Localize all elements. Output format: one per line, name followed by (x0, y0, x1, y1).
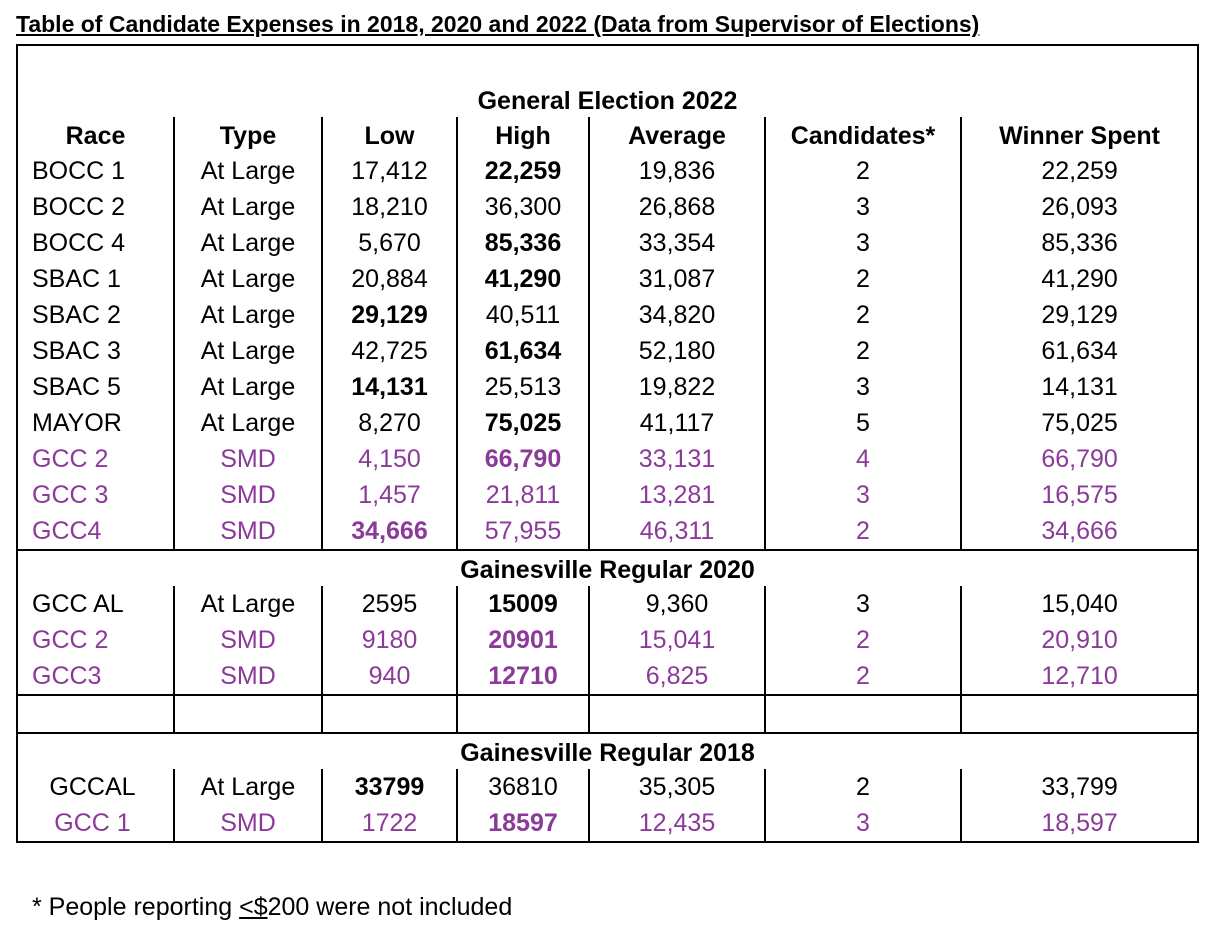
table-row (17, 586, 1198, 622)
column-header: High (457, 117, 589, 153)
cell-race: GCCAL (17, 769, 174, 805)
cell-winner: 75,025 (961, 405, 1198, 441)
cell-average: 34,820 (589, 297, 765, 333)
footnote-underlined: <$ (239, 893, 268, 921)
cell-winner: 41,290 (961, 261, 1198, 297)
cell-winner: 85,336 (961, 225, 1198, 261)
table-row (17, 405, 1198, 441)
cell-race: SBAC 1 (17, 261, 174, 297)
cell-candidates: 3 (765, 586, 961, 622)
cell-winner: 18,597 (961, 805, 1198, 842)
cell-high: 36,300 (457, 189, 589, 225)
cell-average: 6,825 (589, 658, 765, 695)
cell-low: 20,884 (322, 261, 457, 297)
cell-average: 19,822 (589, 369, 765, 405)
cell-winner: 26,093 (961, 189, 1198, 225)
cell-candidates: 3 (765, 805, 961, 842)
blank-cell (765, 695, 961, 733)
cell-race: SBAC 5 (17, 369, 174, 405)
cell-high: 12710 (457, 658, 589, 695)
cell-race: MAYOR (17, 405, 174, 441)
cell-type: At Large (174, 769, 322, 805)
cell-candidates: 2 (765, 769, 961, 805)
cell-race: BOCC 1 (17, 153, 174, 189)
cell-low: 17,412 (322, 153, 457, 189)
blank-cell (457, 695, 589, 733)
blank-cell (174, 695, 322, 733)
blank-cell (589, 695, 765, 733)
cell-type: At Large (174, 297, 322, 333)
cell-low: 9180 (322, 622, 457, 658)
cell-winner: 12,710 (961, 658, 1198, 695)
cell-race: GCC 2 (17, 441, 174, 477)
cell-winner: 66,790 (961, 441, 1198, 477)
cell-low: 34,666 (322, 513, 457, 550)
cell-candidates: 2 (765, 333, 961, 369)
cell-average: 19,836 (589, 153, 765, 189)
cell-high: 22,259 (457, 153, 589, 189)
cell-candidates: 2 (765, 153, 961, 189)
cell-low: 18,210 (322, 189, 457, 225)
column-header: Candidates* (765, 117, 961, 153)
cell-winner: 33,799 (961, 769, 1198, 805)
cell-candidates: 3 (765, 369, 961, 405)
cell-low: 4,150 (322, 441, 457, 477)
section-heading: Gainesville Regular 2018 (17, 733, 1198, 769)
cell-race: GCC 2 (17, 622, 174, 658)
cell-candidates: 2 (765, 297, 961, 333)
footnote-suffix: 200 were not included (267, 893, 513, 921)
cell-average: 52,180 (589, 333, 765, 369)
cell-candidates: 5 (765, 405, 961, 441)
cell-average: 33,131 (589, 441, 765, 477)
cell-low: 940 (322, 658, 457, 695)
cell-average: 26,868 (589, 189, 765, 225)
cell-low: 33799 (322, 769, 457, 805)
table-row (17, 261, 1198, 297)
table-row (17, 513, 1198, 550)
cell-race: GCC3 (17, 658, 174, 695)
cell-race: SBAC 2 (17, 297, 174, 333)
cell-type: At Large (174, 369, 322, 405)
cell-low: 1722 (322, 805, 457, 842)
cell-winner: 16,575 (961, 477, 1198, 513)
cell-average: 46,311 (589, 513, 765, 550)
cell-type: At Large (174, 333, 322, 369)
blank-cell (17, 695, 174, 733)
cell-low: 8,270 (322, 405, 457, 441)
table-row (17, 622, 1198, 658)
table-row (17, 297, 1198, 333)
cell-average: 13,281 (589, 477, 765, 513)
section-heading-row (17, 733, 1198, 769)
cell-low: 42,725 (322, 333, 457, 369)
cell-type: SMD (174, 441, 322, 477)
table-row (17, 333, 1198, 369)
cell-high: 25,513 (457, 369, 589, 405)
cell-candidates: 3 (765, 477, 961, 513)
cell-average: 41,117 (589, 405, 765, 441)
table-row (17, 225, 1198, 261)
blank-cell (322, 695, 457, 733)
cell-candidates: 2 (765, 658, 961, 695)
cell-high: 21,811 (457, 477, 589, 513)
cell-low: 2595 (322, 586, 457, 622)
cell-average: 9,360 (589, 586, 765, 622)
cell-high: 61,634 (457, 333, 589, 369)
cell-high: 41,290 (457, 261, 589, 297)
table-row (17, 153, 1198, 189)
table-row (17, 189, 1198, 225)
column-header: Type (174, 117, 322, 153)
cell-winner: 15,040 (961, 586, 1198, 622)
column-header: Low (322, 117, 457, 153)
cell-candidates: 4 (765, 441, 961, 477)
cell-high: 57,955 (457, 513, 589, 550)
cell-type: SMD (174, 622, 322, 658)
expenses-table (16, 44, 1199, 843)
cell-low: 5,670 (322, 225, 457, 261)
cell-winner: 22,259 (961, 153, 1198, 189)
cell-type: At Large (174, 189, 322, 225)
cell-type: At Large (174, 586, 322, 622)
table-row (17, 441, 1198, 477)
cell-winner: 34,666 (961, 513, 1198, 550)
cell-race: GCC AL (17, 586, 174, 622)
column-header-row (17, 117, 1198, 153)
footnote (32, 892, 512, 922)
cell-type: SMD (174, 658, 322, 695)
cell-average: 31,087 (589, 261, 765, 297)
cell-race: GCC4 (17, 513, 174, 550)
column-header: Winner Spent (961, 117, 1198, 153)
cell-candidates: 2 (765, 513, 961, 550)
column-header: Race (17, 117, 174, 153)
cell-low: 29,129 (322, 297, 457, 333)
cell-race: BOCC 4 (17, 225, 174, 261)
cell-candidates: 3 (765, 225, 961, 261)
cell-type: At Large (174, 225, 322, 261)
blank-row (17, 695, 1198, 733)
cell-winner: 14,131 (961, 369, 1198, 405)
table-row (17, 805, 1198, 842)
cell-race: GCC 3 (17, 477, 174, 513)
cell-winner: 20,910 (961, 622, 1198, 658)
cell-high: 66,790 (457, 441, 589, 477)
section-heading-row (17, 550, 1198, 586)
cell-candidates: 2 (765, 261, 961, 297)
cell-candidates: 3 (765, 189, 961, 225)
cell-race: SBAC 3 (17, 333, 174, 369)
cell-candidates: 2 (765, 622, 961, 658)
cell-winner: 29,129 (961, 297, 1198, 333)
cell-type: SMD (174, 805, 322, 842)
cell-type: SMD (174, 513, 322, 550)
cell-average: 15,041 (589, 622, 765, 658)
cell-type: At Large (174, 405, 322, 441)
cell-low: 14,131 (322, 369, 457, 405)
cell-high: 18597 (457, 805, 589, 842)
table-row (17, 477, 1198, 513)
table-title: Table of Candidate Expenses in 2018, 2020 and 2022 (Data from Supervisor of Elections) (16, 11, 980, 37)
cell-winner: 61,634 (961, 333, 1198, 369)
section-heading: General Election 2022 (17, 45, 1198, 117)
footnote-prefix: * People reporting (32, 893, 240, 921)
cell-high: 75,025 (457, 405, 589, 441)
section-heading-row (17, 45, 1198, 117)
cell-average: 33,354 (589, 225, 765, 261)
table-row (17, 369, 1198, 405)
cell-high: 36810 (457, 769, 589, 805)
cell-race: BOCC 2 (17, 189, 174, 225)
blank-cell (961, 695, 1198, 733)
cell-average: 12,435 (589, 805, 765, 842)
table-row (17, 658, 1198, 695)
cell-average: 35,305 (589, 769, 765, 805)
cell-high: 85,336 (457, 225, 589, 261)
cell-type: At Large (174, 261, 322, 297)
cell-low: 1,457 (322, 477, 457, 513)
cell-high: 20901 (457, 622, 589, 658)
table-row (17, 769, 1198, 805)
column-header: Average (589, 117, 765, 153)
cell-type: At Large (174, 153, 322, 189)
section-heading: Gainesville Regular 2020 (17, 550, 1198, 586)
cell-high: 15009 (457, 586, 589, 622)
cell-high: 40,511 (457, 297, 589, 333)
cell-race: GCC 1 (17, 805, 174, 842)
cell-type: SMD (174, 477, 322, 513)
